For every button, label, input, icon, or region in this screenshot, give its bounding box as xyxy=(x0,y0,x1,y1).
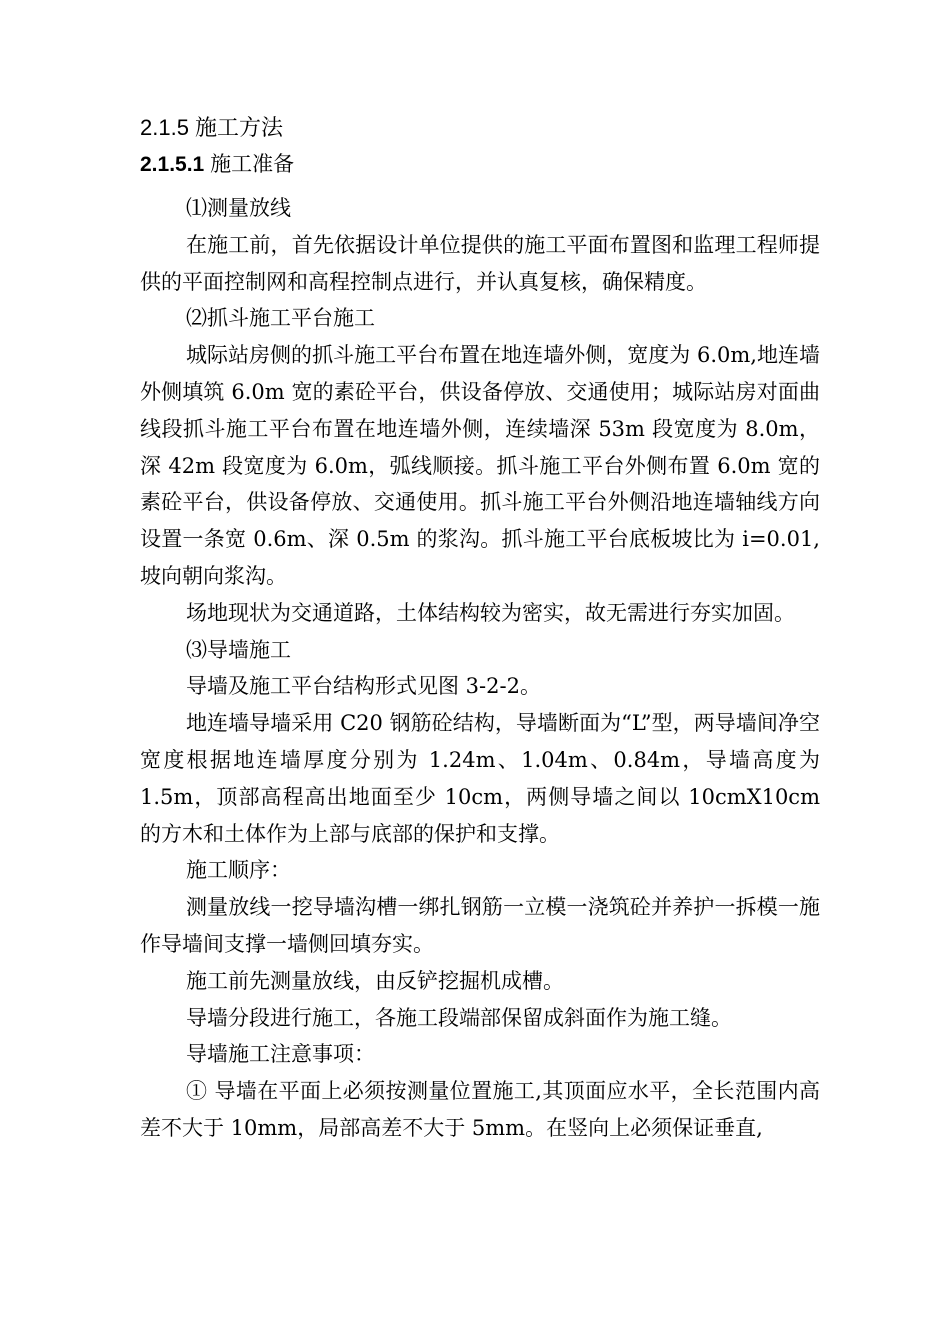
paragraph-note-1: ① 导墙在平面上必须按测量位置施工,其顶面应水平，全长范围内高差不大于 10mm，局部高差不大于 5mm。在竖向上必须保证垂直, xyxy=(140,1079,820,1140)
subheading-guide-wall: ⑶导墙施工 xyxy=(186,637,291,662)
subheading-grab-platform: ⑵抓斗施工平台施工 xyxy=(186,306,375,331)
paragraph-segment-construction: 导墙分段进行施工，各施工段端部保留成斜面作为施工缝。 xyxy=(186,1005,732,1030)
section-number: 2.1.5.1 xyxy=(140,153,205,176)
paragraph-grab-platform: 城际站房侧的抓斗施工平台布置在地连墙外侧，宽度为 6.0m,地连墙外侧填筑 6.0m 宽的素砼平台，供设备停放、交通使用；城际站房对面曲线段抓斗施工平台布置在地连墙外侧，连续墙深 53m 段宽度为 8.0m，深 42m 段宽度为 6.0m，弧线顺接。抓斗施工平台外侧布置 6.0m 宽的素砼平台，供设备停放、交通使用。抓斗施工平台外侧沿地连墙轴线方向设置一条宽 0.6m、深 0.5m 的浆沟。抓斗施工平台底板坡比为 i=0.01,坡向朝向浆沟。 xyxy=(140,343,820,588)
section-heading-2-1-5: 2.1.5 施工方法 xyxy=(140,115,284,140)
document-body xyxy=(140,190,820,1147)
paragraph-figure-ref: 导墙及施工平台结构形式见图 3-2-2。 xyxy=(186,674,541,699)
section-heading-2-1-5-1 xyxy=(140,150,294,180)
paragraph-notes-label: 导墙施工注意事项： xyxy=(186,1042,375,1067)
paragraph-sequence: 测量放线一挖导墙沟槽一绑扎钢筋一立模一浇筑砼并养护一拆模一施作导墙间支撑一墙侧回填夯实。 xyxy=(140,895,820,956)
paragraph-survey: 在施工前，首先依据设计单位提供的施工平面布置图和监理工程师提供的平面控制网和高程控制点进行，并认真复核，确保精度。 xyxy=(140,232,820,294)
paragraph-guide-wall-structure: 地连墙导墙采用 C20 钢筋砼结构，导墙断面为“L”型，两导墙间净空宽度根据地连墙厚度分别为 1.24m、1.04m、0.84m，导墙高度为 1.5m，顶部高程高出地面至少 10cm，两侧导墙之间以 10cmX10cm 的方木和土体作为上部与底部的保护和支撑。 xyxy=(140,711,820,846)
paragraph-survey-first: 施工前先测量放线，由反铲挖掘机成槽。 xyxy=(186,968,564,993)
paragraph-sequence-label: 施工顺序： xyxy=(186,858,291,883)
section-title: 施工准备 xyxy=(204,153,295,176)
paragraph-site-condition: 场地现状为交通道路，土体结构较为密实，故无需进行夯实加固。 xyxy=(186,600,795,625)
subheading-survey: ⑴测量放线 xyxy=(186,196,291,220)
